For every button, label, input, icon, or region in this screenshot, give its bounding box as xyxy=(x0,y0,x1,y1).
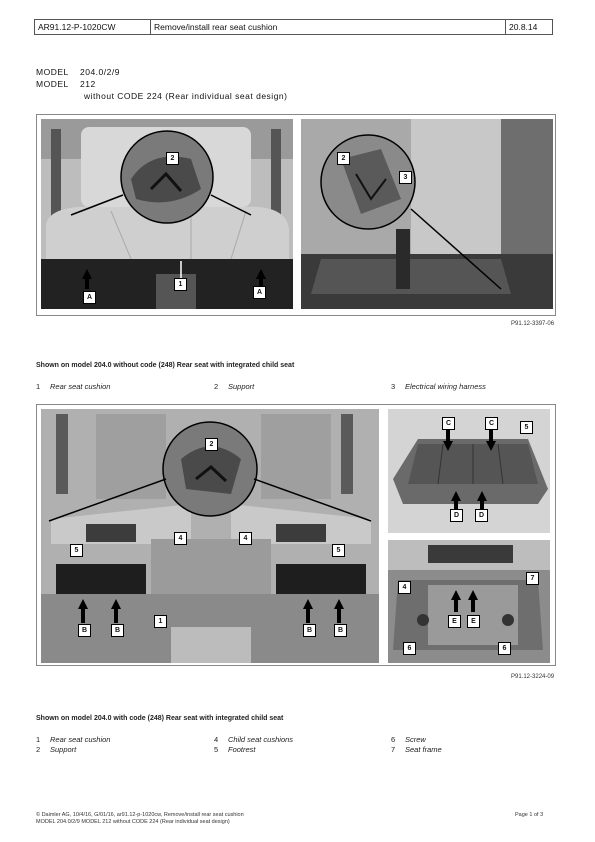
callout-2: 2 xyxy=(337,152,350,165)
callout-5: 5 xyxy=(520,421,533,434)
callout-1: 1 xyxy=(154,615,167,628)
callout-6: 6 xyxy=(403,642,416,655)
legend-1-item: 2 Support xyxy=(214,382,255,391)
callout-d: D xyxy=(450,509,463,522)
callout-5: 5 xyxy=(332,544,345,557)
callout-2: 2 xyxy=(166,152,179,165)
legend-2-item: 6 Screw xyxy=(391,735,426,744)
legend-2-item: 2 Support xyxy=(36,745,77,754)
figure-1-ref: P91.12-3397-06 xyxy=(511,321,555,327)
callout-c: C xyxy=(442,417,455,430)
callout-1: 1 xyxy=(174,278,187,291)
legend-2-item: 7 Seat frame xyxy=(391,745,442,754)
callout-3: 3 xyxy=(399,171,412,184)
callout-a: A xyxy=(253,286,266,299)
callout-e: E xyxy=(448,615,461,628)
doc-id: AR91.12-P-1020CW xyxy=(35,20,151,34)
document-header xyxy=(34,19,553,35)
callout-5: 5 xyxy=(70,544,83,557)
callout-c: C xyxy=(485,417,498,430)
figure-1-caption: Shown on model 204.0 without code (248) Rear seat with integrated child seat xyxy=(36,362,295,369)
model-label: MODEL xyxy=(36,79,69,89)
callout-4: 4 xyxy=(239,532,252,545)
doc-date: 20.8.14 xyxy=(509,22,538,32)
model-value: 212 xyxy=(80,79,96,89)
callout-b: B xyxy=(78,624,91,637)
callout-b: B xyxy=(334,624,347,637)
model-block xyxy=(36,66,287,102)
legend-1-item: 3 Electrical wiring harness xyxy=(391,382,486,391)
legend-2-item: 5 Footrest xyxy=(214,745,256,754)
callout-7: 7 xyxy=(526,572,539,585)
callout-b: B xyxy=(303,624,316,637)
page-number: Page 1 of 3 xyxy=(515,812,544,818)
seat-frame-photo xyxy=(301,119,553,309)
legend-2-item: 4 Child seat cushions xyxy=(214,735,294,744)
callout-a: A xyxy=(83,291,96,304)
rear-seat-photo xyxy=(41,119,293,309)
figure-2-caption: Shown on model 204.0 with code (248) Rear seat with integrated child seat xyxy=(36,715,284,722)
callout-4: 4 xyxy=(398,581,411,594)
doc-title: Remove/install rear seat cushion xyxy=(151,20,506,34)
legend-1-item: 1 Rear seat cushion xyxy=(36,382,111,391)
model-value: 204.0/2/9 xyxy=(80,67,120,77)
figure-2-ref: P91.12-3224-09 xyxy=(511,674,555,680)
model-label: MODEL xyxy=(36,67,69,77)
callout-4: 4 xyxy=(174,532,187,545)
callout-6: 6 xyxy=(498,642,511,655)
footer-line-1: © Daimler AG, 10/4/16, G/01/16, ar91.12-p-1020cw, Remove/install rear seat cushion xyxy=(36,812,244,818)
footer-line-2: MODEL 204.0/2/9 MODEL 212 without CODE 224 (Rear individual seat design) xyxy=(36,819,230,825)
callout-e: E xyxy=(467,615,480,628)
figure-2 xyxy=(36,404,556,666)
footer xyxy=(36,812,244,826)
legend-2-item: 1 Rear seat cushion xyxy=(36,735,111,744)
callout-d: D xyxy=(475,509,488,522)
callout-2: 2 xyxy=(205,438,218,451)
model-note: without CODE 224 (Rear individual seat design) xyxy=(84,91,288,101)
callout-b: B xyxy=(111,624,124,637)
figure-1 xyxy=(36,114,556,316)
